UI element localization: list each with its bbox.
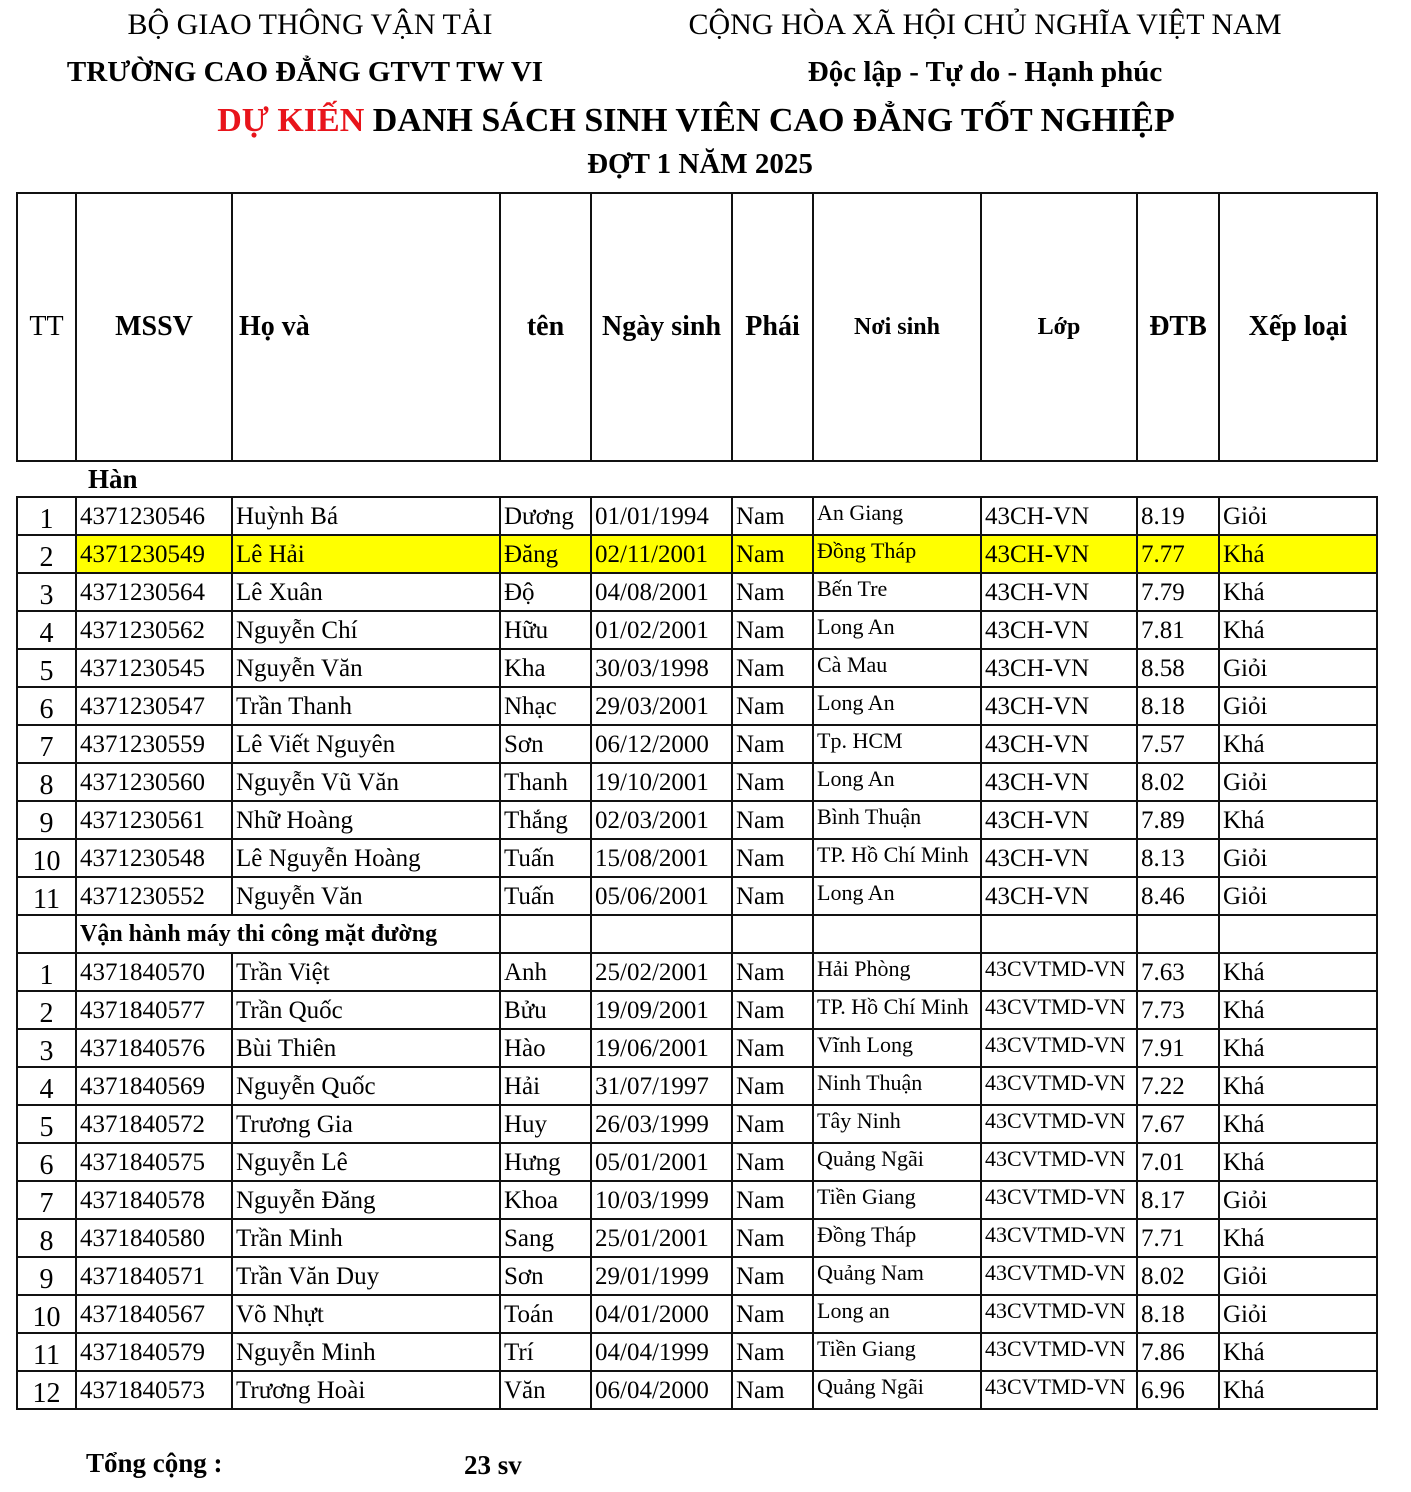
gender: Nam — [732, 1105, 813, 1143]
date-of-birth: 10/03/1999 — [591, 1181, 732, 1219]
table-row — [17, 649, 1377, 687]
gpa: 8.18 — [1137, 687, 1219, 725]
student-id: 4371230564 — [76, 573, 232, 611]
date-of-birth: 25/02/2001 — [591, 953, 732, 991]
gpa: 7.86 — [1137, 1333, 1219, 1371]
date-of-birth: 15/08/2001 — [591, 839, 732, 877]
student-id: 4371230547 — [76, 687, 232, 725]
ranking: Giỏi — [1219, 1181, 1377, 1219]
student-id: 4371840572 — [76, 1105, 232, 1143]
row-number: 3 — [17, 1029, 76, 1067]
student-first-name: Bửu — [500, 991, 591, 1029]
date-of-birth: 01/02/2001 — [591, 611, 732, 649]
ranking: Khá — [1219, 1333, 1377, 1371]
student-id: 4371840570 — [76, 953, 232, 991]
title-highlight: DỰ KIẾN — [217, 102, 365, 139]
row-number: 11 — [17, 1333, 76, 1371]
student-table — [16, 496, 1378, 1410]
column-header-ho-va: Họ và — [232, 193, 500, 461]
place-of-birth: Quảng Ngãi — [813, 1371, 981, 1409]
table-row — [17, 725, 1377, 763]
place-of-birth: Long an — [813, 1295, 981, 1333]
class-code: 43CVTMD-VN — [981, 1181, 1137, 1219]
gender: Nam — [732, 535, 813, 573]
gender: Nam — [732, 801, 813, 839]
student-last-middle-name: Bùi Thiên — [232, 1029, 500, 1067]
column-header-tt: TT — [17, 193, 76, 461]
section-empty-cell — [17, 915, 76, 953]
class-code: 43CH-VN — [981, 573, 1137, 611]
student-id: 4371840580 — [76, 1219, 232, 1257]
gender: Nam — [732, 1067, 813, 1105]
place-of-birth: An Giang — [813, 497, 981, 535]
gpa: 7.77 — [1137, 535, 1219, 573]
table-row — [17, 1219, 1377, 1257]
ranking: Giỏi — [1219, 649, 1377, 687]
student-last-middle-name: Nguyễn Quốc — [232, 1067, 500, 1105]
column-header-mssv: MSSV — [76, 193, 232, 461]
place-of-birth: Long An — [813, 877, 981, 915]
section-empty-cell — [1219, 915, 1377, 953]
ranking: Giỏi — [1219, 1257, 1377, 1295]
row-number: 5 — [17, 649, 76, 687]
student-first-name: Dương — [500, 497, 591, 535]
gpa: 8.58 — [1137, 649, 1219, 687]
row-number: 4 — [17, 611, 76, 649]
student-id: 4371840577 — [76, 991, 232, 1029]
student-first-name: Độ — [500, 573, 591, 611]
ranking: Khá — [1219, 1219, 1377, 1257]
student-first-name: Hải — [500, 1067, 591, 1105]
class-code: 43CH-VN — [981, 535, 1137, 573]
row-number: 6 — [17, 1143, 76, 1181]
place-of-birth: Tiền Giang — [813, 1181, 981, 1219]
ranking: Khá — [1219, 801, 1377, 839]
student-last-middle-name: Lê Viết Nguyên — [232, 725, 500, 763]
gpa: 7.81 — [1137, 611, 1219, 649]
date-of-birth: 31/07/1997 — [591, 1067, 732, 1105]
table-row — [17, 535, 1377, 573]
place-of-birth: Quảng Ngãi — [813, 1143, 981, 1181]
gpa: 7.71 — [1137, 1219, 1219, 1257]
date-of-birth: 19/06/2001 — [591, 1029, 732, 1067]
ranking: Giỏi — [1219, 877, 1377, 915]
row-number: 7 — [17, 725, 76, 763]
section-empty-cell — [500, 915, 591, 953]
place-of-birth: TP. Hồ Chí Minh — [813, 839, 981, 877]
gpa: 7.73 — [1137, 991, 1219, 1029]
gpa: 8.02 — [1137, 1257, 1219, 1295]
ministry-name: BỘ GIAO THÔNG VẬN TẢI — [127, 8, 493, 41]
student-first-name: Tuấn — [500, 839, 591, 877]
national-motto: Độc lập - Tự do - Hạnh phúc — [807, 56, 1163, 88]
student-id: 4371840573 — [76, 1371, 232, 1409]
section-empty-cell — [813, 915, 981, 953]
student-id: 4371230546 — [76, 497, 232, 535]
student-id: 4371840575 — [76, 1143, 232, 1181]
gender: Nam — [732, 1371, 813, 1409]
student-last-middle-name: Lê Hải — [232, 535, 500, 573]
ranking: Khá — [1219, 1067, 1377, 1105]
place-of-birth: Đồng Tháp — [813, 1219, 981, 1257]
gender: Nam — [732, 497, 813, 535]
row-number: 2 — [17, 535, 76, 573]
student-first-name: Nhạc — [500, 687, 591, 725]
class-code: 43CH-VN — [981, 497, 1137, 535]
gender: Nam — [732, 1219, 813, 1257]
place-of-birth: Bình Thuận — [813, 801, 981, 839]
student-last-middle-name: Trần Việt — [232, 953, 500, 991]
date-of-birth: 19/09/2001 — [591, 991, 732, 1029]
ranking: Khá — [1219, 535, 1377, 573]
gpa: 7.91 — [1137, 1029, 1219, 1067]
gender: Nam — [732, 839, 813, 877]
ranking: Khá — [1219, 573, 1377, 611]
table-header — [16, 192, 1378, 462]
gender: Nam — [732, 1029, 813, 1067]
date-of-birth: 30/03/1998 — [591, 649, 732, 687]
student-id: 4371230559 — [76, 725, 232, 763]
row-number: 8 — [17, 763, 76, 801]
date-of-birth: 04/08/2001 — [591, 573, 732, 611]
place-of-birth: TP. Hồ Chí Minh — [813, 991, 981, 1029]
section-row — [17, 915, 1377, 953]
table-row — [17, 1105, 1377, 1143]
student-first-name: Trí — [500, 1333, 591, 1371]
student-last-middle-name: Võ Nhựt — [232, 1295, 500, 1333]
place-of-birth: Hải Phòng — [813, 953, 981, 991]
total-label: Tổng cộng : — [86, 1448, 223, 1478]
date-of-birth: 05/01/2001 — [591, 1143, 732, 1181]
gpa: 8.46 — [1137, 877, 1219, 915]
student-first-name: Anh — [500, 953, 591, 991]
student-first-name: Đăng — [500, 535, 591, 573]
student-last-middle-name: Nguyễn Chí — [232, 611, 500, 649]
gender: Nam — [732, 1181, 813, 1219]
class-code: 43CVTMD-VN — [981, 1295, 1137, 1333]
date-of-birth: 29/01/1999 — [591, 1257, 732, 1295]
ranking: Khá — [1219, 991, 1377, 1029]
place-of-birth: Đồng Tháp — [813, 535, 981, 573]
class-code: 43CH-VN — [981, 801, 1137, 839]
gender: Nam — [732, 1257, 813, 1295]
student-id: 4371840578 — [76, 1181, 232, 1219]
place-of-birth: Tp. HCM — [813, 725, 981, 763]
date-of-birth: 25/01/2001 — [591, 1219, 732, 1257]
gender: Nam — [732, 649, 813, 687]
gender: Nam — [732, 991, 813, 1029]
row-number: 10 — [17, 839, 76, 877]
gpa: 6.96 — [1137, 1371, 1219, 1409]
student-last-middle-name: Nguyễn Minh — [232, 1333, 500, 1371]
column-header-noi-sinh: Nơi sinh — [813, 193, 981, 461]
date-of-birth: 04/01/2000 — [591, 1295, 732, 1333]
table-row — [17, 1257, 1377, 1295]
student-last-middle-name: Nguyễn Văn — [232, 877, 500, 915]
student-first-name: Tuấn — [500, 877, 591, 915]
column-header-phai: Phái — [732, 193, 813, 461]
student-last-middle-name: Trương Gia — [232, 1105, 500, 1143]
table-row — [17, 877, 1377, 915]
ranking: Khá — [1219, 1029, 1377, 1067]
class-code: 43CVTMD-VN — [981, 953, 1137, 991]
student-id: 4371230548 — [76, 839, 232, 877]
student-last-middle-name: Nguyễn Vũ Văn — [232, 763, 500, 801]
student-first-name: Huy — [500, 1105, 591, 1143]
place-of-birth: Cà Mau — [813, 649, 981, 687]
table-row — [17, 953, 1377, 991]
gender: Nam — [732, 725, 813, 763]
student-id: 4371840569 — [76, 1067, 232, 1105]
row-number: 11 — [17, 877, 76, 915]
class-code: 43CVTMD-VN — [981, 1067, 1137, 1105]
column-header-ten: tên — [500, 193, 591, 461]
ranking: Khá — [1219, 1105, 1377, 1143]
gpa: 7.57 — [1137, 725, 1219, 763]
gpa: 7.79 — [1137, 573, 1219, 611]
table-row — [17, 1029, 1377, 1067]
row-number: 3 — [17, 573, 76, 611]
student-last-middle-name: Lê Xuân — [232, 573, 500, 611]
class-code: 43CVTMD-VN — [981, 991, 1137, 1029]
school-name: TRƯỜNG CAO ĐẲNG GTVT TW VI — [66, 56, 544, 88]
student-id: 4371230552 — [76, 877, 232, 915]
ranking: Giỏi — [1219, 497, 1377, 535]
ranking: Giỏi — [1219, 763, 1377, 801]
place-of-birth: Long An — [813, 687, 981, 725]
date-of-birth: 02/11/2001 — [591, 535, 732, 573]
student-last-middle-name: Trần Minh — [232, 1219, 500, 1257]
student-last-middle-name: Trương Hoài — [232, 1371, 500, 1409]
row-number: 9 — [17, 801, 76, 839]
ranking: Khá — [1219, 725, 1377, 763]
student-id: 4371230562 — [76, 611, 232, 649]
ranking: Giỏi — [1219, 687, 1377, 725]
table-row — [17, 1295, 1377, 1333]
class-code: 43CH-VN — [981, 687, 1137, 725]
student-last-middle-name: Nhữ Hoàng — [232, 801, 500, 839]
column-header-lop: Lớp — [981, 193, 1137, 461]
table-row — [17, 763, 1377, 801]
row-number: 12 — [17, 1371, 76, 1409]
section-title: Vận hành máy thi công mặt đường — [76, 915, 500, 953]
place-of-birth: Tiền Giang — [813, 1333, 981, 1371]
gpa: 8.02 — [1137, 763, 1219, 801]
student-first-name: Toán — [500, 1295, 591, 1333]
document-title — [0, 102, 1392, 140]
table-row — [17, 1333, 1377, 1371]
date-of-birth: 26/03/1999 — [591, 1105, 732, 1143]
table-row — [17, 839, 1377, 877]
student-id: 4371230560 — [76, 763, 232, 801]
student-first-name: Hữu — [500, 611, 591, 649]
student-id: 4371840567 — [76, 1295, 232, 1333]
section-empty-cell — [732, 915, 813, 953]
table-row — [17, 573, 1377, 611]
gpa: 7.89 — [1137, 801, 1219, 839]
ranking: Khá — [1219, 611, 1377, 649]
gender: Nam — [732, 763, 813, 801]
student-first-name: Văn — [500, 1371, 591, 1409]
row-number: 2 — [17, 991, 76, 1029]
gpa: 8.17 — [1137, 1181, 1219, 1219]
student-first-name: Hưng — [500, 1143, 591, 1181]
column-header-ngay-sinh: Ngày sinh — [591, 193, 732, 461]
place-of-birth: Ninh Thuận — [813, 1067, 981, 1105]
ranking: Khá — [1219, 1143, 1377, 1181]
place-of-birth: Bến Tre — [813, 573, 981, 611]
place-of-birth: Tây Ninh — [813, 1105, 981, 1143]
gender: Nam — [732, 1333, 813, 1371]
class-code: 43CH-VN — [981, 611, 1137, 649]
row-number: 4 — [17, 1067, 76, 1105]
date-of-birth: 02/03/2001 — [591, 801, 732, 839]
table-row — [17, 1371, 1377, 1409]
row-number: 5 — [17, 1105, 76, 1143]
place-of-birth: Long An — [813, 763, 981, 801]
gpa: 8.13 — [1137, 839, 1219, 877]
gender: Nam — [732, 687, 813, 725]
title-text: DANH SÁCH SINH VIÊN CAO ĐẲNG TỐT NGHIỆP — [364, 102, 1175, 139]
student-last-middle-name: Trần Thanh — [232, 687, 500, 725]
gender: Nam — [732, 953, 813, 991]
row-number: 10 — [17, 1295, 76, 1333]
ranking: Giỏi — [1219, 839, 1377, 877]
row-number: 1 — [17, 953, 76, 991]
student-id: 4371230549 — [76, 535, 232, 573]
student-first-name: Khoa — [500, 1181, 591, 1219]
gpa: 8.18 — [1137, 1295, 1219, 1333]
class-code: 43CVTMD-VN — [981, 1143, 1137, 1181]
gpa: 8.19 — [1137, 497, 1219, 535]
student-first-name: Sơn — [500, 1257, 591, 1295]
student-last-middle-name: Trần Quốc — [232, 991, 500, 1029]
section-title-han: Hàn — [88, 464, 138, 494]
student-last-middle-name: Nguyễn Văn — [232, 649, 500, 687]
ranking: Giỏi — [1219, 1295, 1377, 1333]
table-row — [17, 497, 1377, 535]
class-code: 43CH-VN — [981, 725, 1137, 763]
date-of-birth: 06/12/2000 — [591, 725, 732, 763]
date-of-birth: 04/04/1999 — [591, 1333, 732, 1371]
date-of-birth: 19/10/2001 — [591, 763, 732, 801]
row-number: 9 — [17, 1257, 76, 1295]
student-last-middle-name: Nguyễn Lê — [232, 1143, 500, 1181]
ranking: Khá — [1219, 953, 1377, 991]
class-code: 43CVTMD-VN — [981, 1257, 1137, 1295]
place-of-birth: Quảng Nam — [813, 1257, 981, 1295]
class-code: 43CVTMD-VN — [981, 1333, 1137, 1371]
table-row — [17, 801, 1377, 839]
gpa: 7.01 — [1137, 1143, 1219, 1181]
table-row — [17, 1067, 1377, 1105]
class-code: 43CH-VN — [981, 649, 1137, 687]
place-of-birth: Vĩnh Long — [813, 1029, 981, 1067]
student-last-middle-name: Huỳnh Bá — [232, 497, 500, 535]
table-row — [17, 611, 1377, 649]
date-of-birth: 06/04/2000 — [591, 1371, 732, 1409]
student-first-name: Sang — [500, 1219, 591, 1257]
student-first-name: Sơn — [500, 725, 591, 763]
gender: Nam — [732, 611, 813, 649]
gender: Nam — [732, 573, 813, 611]
section-empty-cell — [1137, 915, 1219, 953]
table-row — [17, 687, 1377, 725]
date-of-birth: 05/06/2001 — [591, 877, 732, 915]
gpa: 7.63 — [1137, 953, 1219, 991]
ranking: Khá — [1219, 1371, 1377, 1409]
class-code: 43CVTMD-VN — [981, 1105, 1137, 1143]
gpa: 7.22 — [1137, 1067, 1219, 1105]
document-subtitle: ĐỢT 1 NĂM 2025 — [587, 148, 813, 180]
student-first-name: Thắng — [500, 801, 591, 839]
date-of-birth: 29/03/2001 — [591, 687, 732, 725]
student-first-name: Kha — [500, 649, 591, 687]
gender: Nam — [732, 877, 813, 915]
class-code: 43CVTMD-VN — [981, 1371, 1137, 1409]
student-last-middle-name: Nguyễn Đăng — [232, 1181, 500, 1219]
column-header-dtb: ĐTB — [1137, 193, 1219, 461]
class-code: 43CH-VN — [981, 763, 1137, 801]
gender: Nam — [732, 1143, 813, 1181]
table-row — [17, 1143, 1377, 1181]
gender: Nam — [732, 1295, 813, 1333]
student-id: 4371840571 — [76, 1257, 232, 1295]
row-number: 7 — [17, 1181, 76, 1219]
column-header-xep-loai: Xếp loại — [1219, 193, 1377, 461]
row-number: 8 — [17, 1219, 76, 1257]
section-empty-cell — [981, 915, 1137, 953]
student-id: 4371230561 — [76, 801, 232, 839]
date-of-birth: 01/01/1994 — [591, 497, 732, 535]
place-of-birth: Long An — [813, 611, 981, 649]
class-code: 43CH-VN — [981, 839, 1137, 877]
row-number: 6 — [17, 687, 76, 725]
student-id: 4371840579 — [76, 1333, 232, 1371]
table-row — [17, 1181, 1377, 1219]
class-code: 43CH-VN — [981, 877, 1137, 915]
class-code: 43CVTMD-VN — [981, 1029, 1137, 1067]
row-number: 1 — [17, 497, 76, 535]
republic-name: CỘNG HÒA XÃ HỘI CHỦ NGHĨA VIỆT NAM — [688, 8, 1282, 41]
student-id: 4371840576 — [76, 1029, 232, 1067]
student-id: 4371230545 — [76, 649, 232, 687]
student-first-name: Hào — [500, 1029, 591, 1067]
section-empty-cell — [591, 915, 732, 953]
class-code: 43CVTMD-VN — [981, 1219, 1137, 1257]
total-value: 23 sv — [464, 1450, 522, 1480]
student-last-middle-name: Lê Nguyễn Hoàng — [232, 839, 500, 877]
table-row — [17, 991, 1377, 1029]
gpa: 7.67 — [1137, 1105, 1219, 1143]
student-last-middle-name: Trần Văn Duy — [232, 1257, 500, 1295]
student-first-name: Thanh — [500, 763, 591, 801]
